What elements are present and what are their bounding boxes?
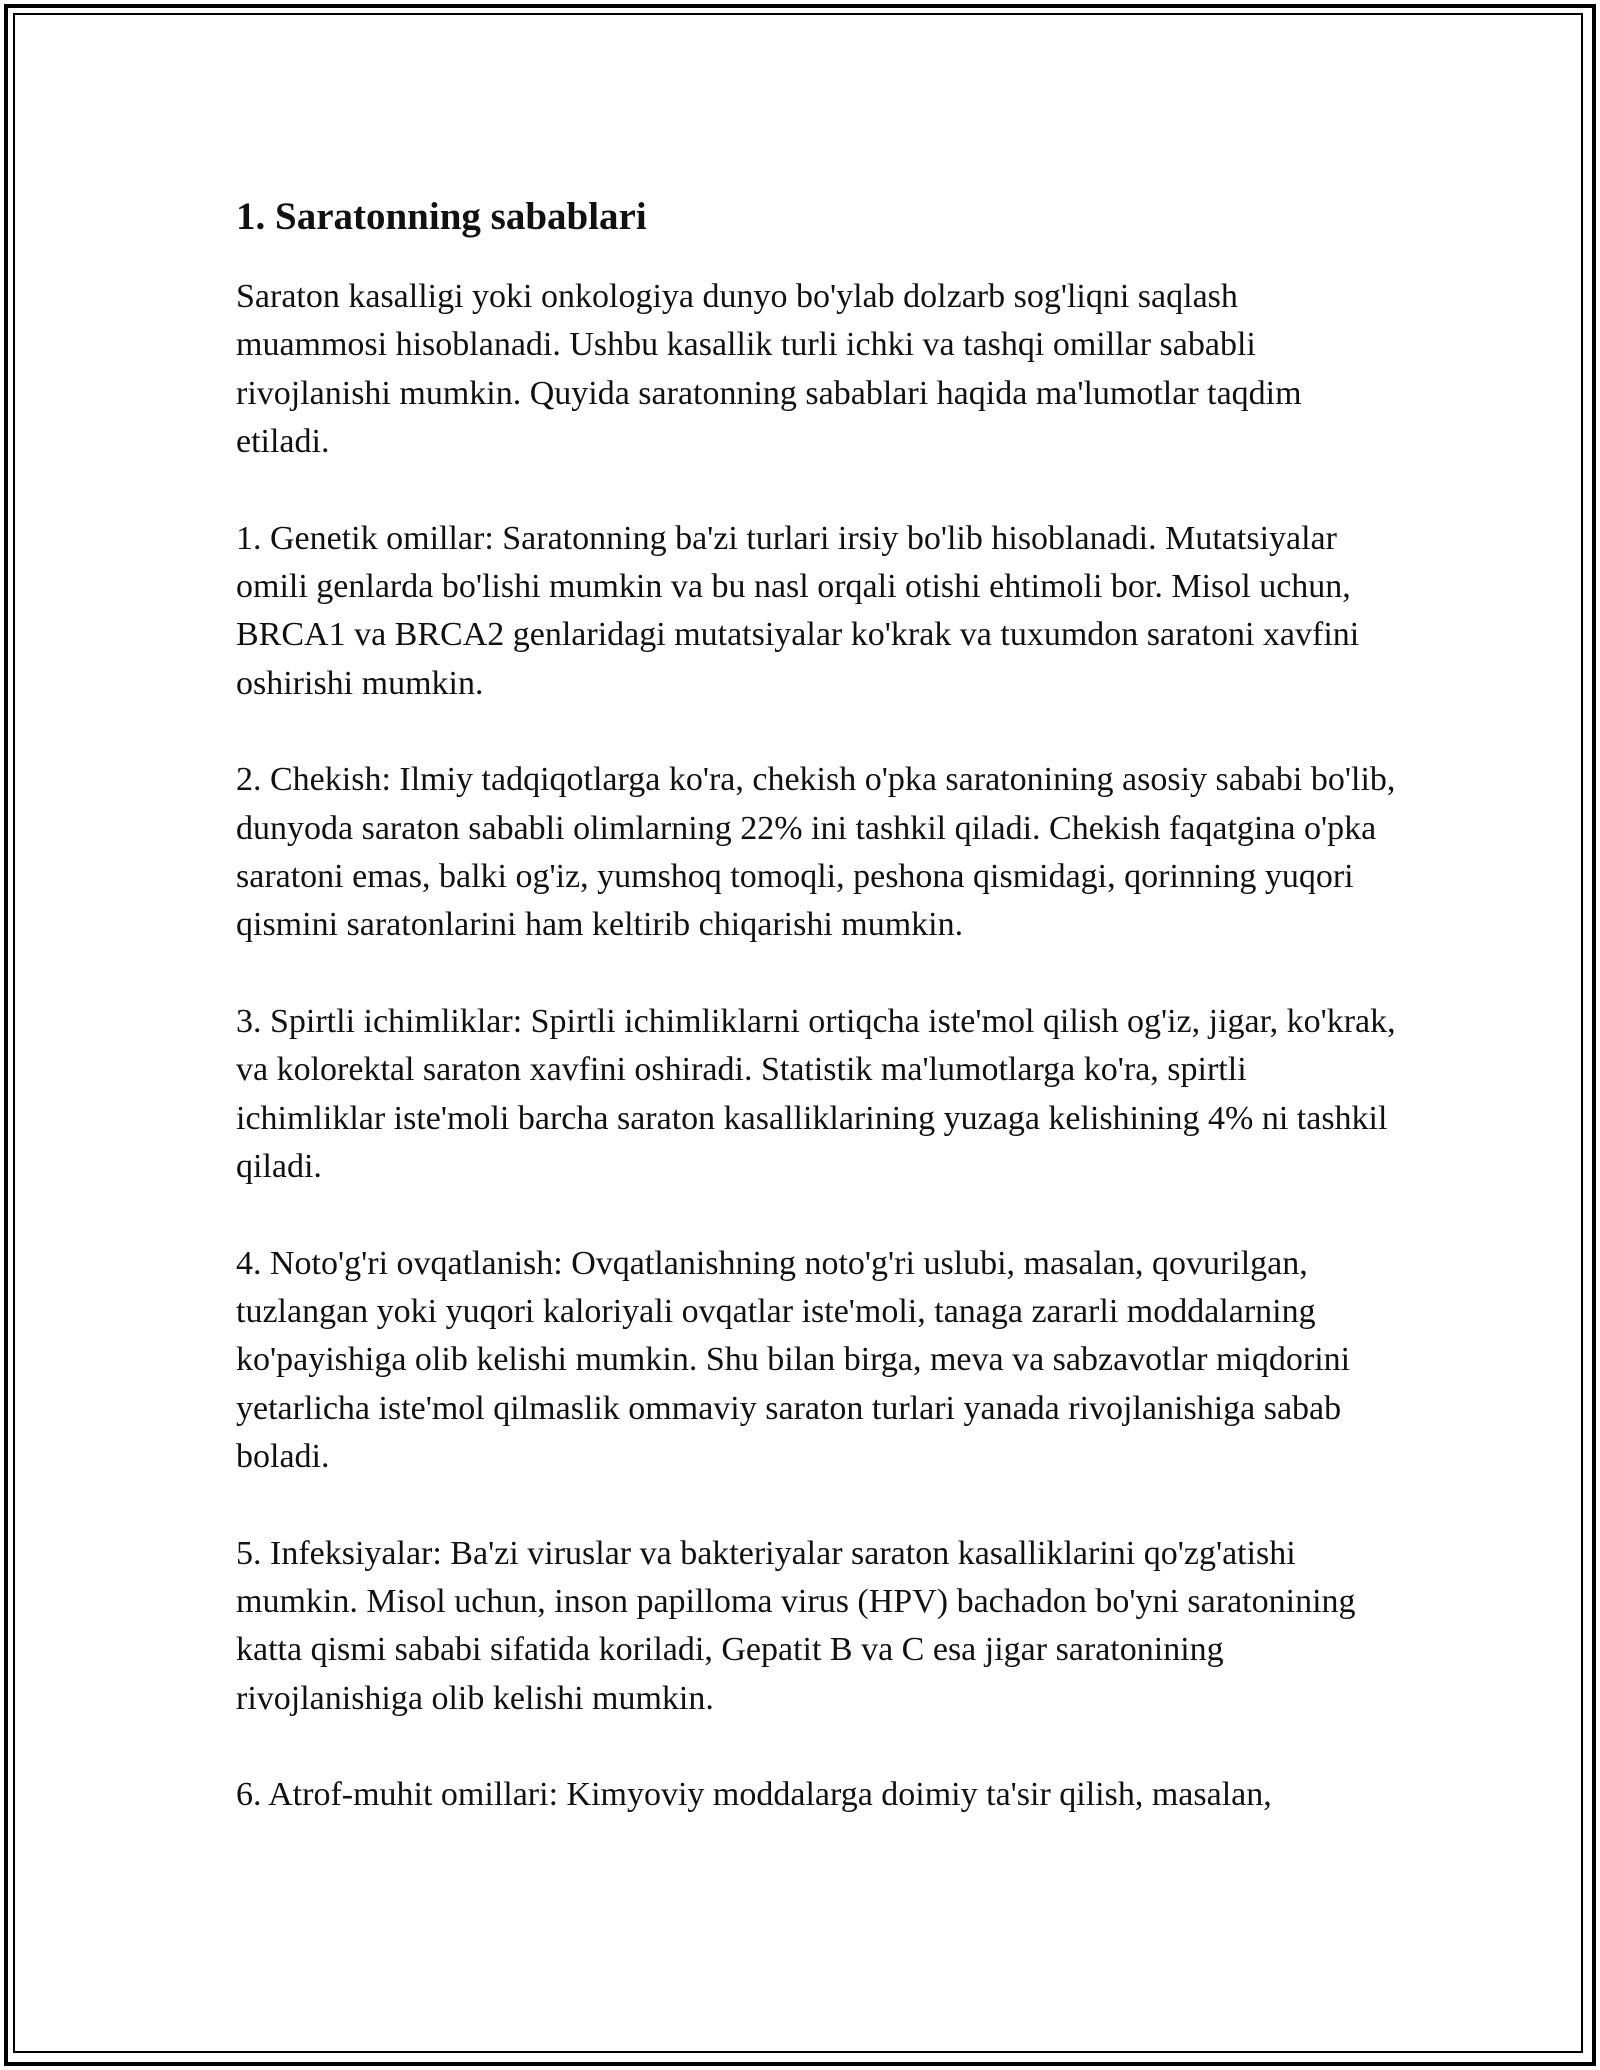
intro-paragraph: Saraton kasalligi yoki onkologiya dunyo bo'ylab dolzarb sog'liqni saqlash muammosi hisoblanadi. Ushbu kasallik turli ichki va tashqi omillar sababli rivojlanishi mumkin. Quyida saratonning sabablari haqida ma'lumotlar taqdim etiladi. (236, 278, 1302, 461)
paragraph-smoking: 2. Chekish: Ilmiy tadqiqotlarga ko'ra, chekish o'pka saratonining asosiy sababi bo'lib, dunyoda saraton sababli olimlarning 22% ini tashkil qiladi. Chekish faqatgina o'pka saratoni emas, balki og'iz, yumshoq tomoqli, peshona qismidagi, qorinning yuqori qismini saratonlarini ham keltirib chiqarishi mumkin. (236, 761, 1396, 944)
paragraph-genetic-factors: 1. Genetik omillar: Saratonning ba'zi turlari irsiy bo'lib hisoblanadi. Mutatsiyalar omili genlarda bo'lishi mumkin va bu nasl orqali otishi ehtimoli bor. Misol uchun, BRCA1 va BRCA2 genlaridagi mutatsiyalar ko'krak va tuxumdon saratoni xavfini oshirishi mumkin. (236, 519, 1360, 702)
paragraph-infections: 5. Infeksiyalar: Ba'zi viruslar va bakteriyalar saraton kasalliklarini qo'zg'atishi mumkin. Misol uchun, inson papilloma virus (HPV) bachadon bo'yni saratonining katta qismi sababi sifatida koriladi, Gepatit B va C esa jigar saratonining rivojlanishiga olib kelishi mumkin. (236, 1534, 1356, 1717)
document-body (236, 180, 1396, 1820)
section-heading: 1. Saratonning sabablari (236, 195, 647, 238)
paragraph-environment: 6. Atrof-muhit omillari: Kimyoviy moddalarga doimiy ta'sir qilish, masalan, (236, 1776, 1272, 1814)
paragraph-diet: 4. Noto'g'ri ovqatlanish: Ovqatlanishning noto'g'ri uslubi, masalan, qovurilgan, tuzlangan yoki yuqori kaloriyali ovqatlar iste'moli, tanaga zararli moddalarning ko'payishiga olib kelishi mumkin. Shu bilan birga, meva va sabzavotlar miqdorini yetarlicha iste'mol qilmaslik ommaviy saraton turlari yanada rivojlanishiga sabab boladi. (236, 1244, 1351, 1476)
paragraph-alcohol: 3. Spirtli ichimliklar: Spirtli ichimliklarni ortiqcha iste'mol qilish og'iz, jigar, ko'krak, va kolorektal saraton xavfini oshiradi. Statistik ma'lumotlarga ko'ra, spirtli ichimliklar iste'moli barcha saraton kasalliklarining yuzaga kelishining 4% ni tashkil qiladi. (236, 1002, 1396, 1186)
